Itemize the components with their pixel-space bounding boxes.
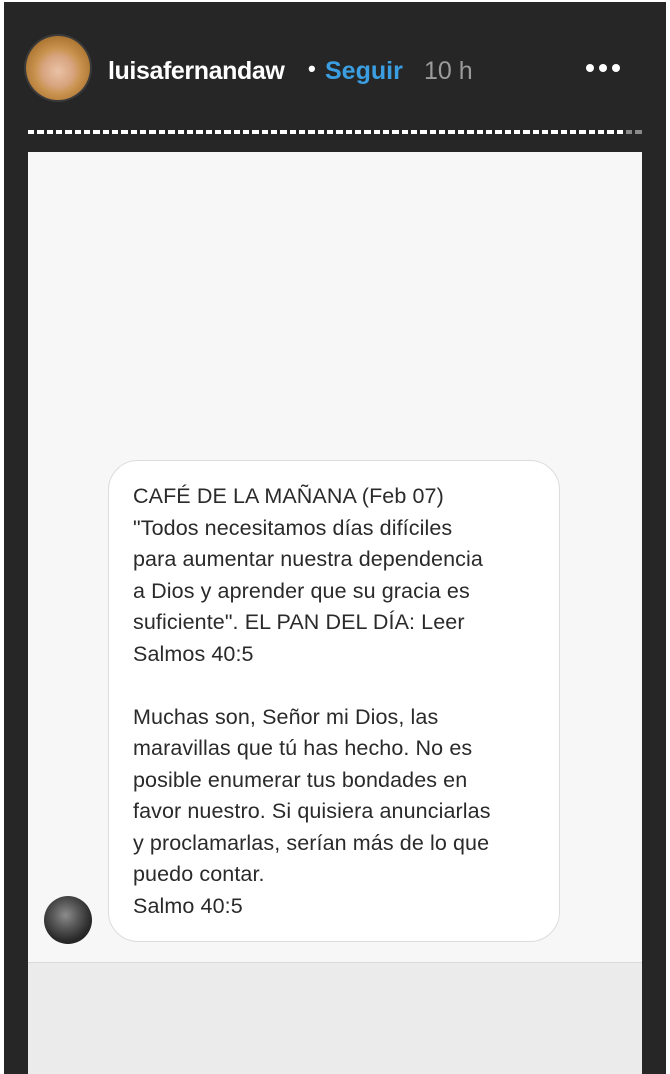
progress-segment — [355, 130, 361, 134]
progress-segment — [37, 130, 43, 134]
progress-segment — [206, 130, 212, 134]
progress-segment-current — [626, 130, 632, 134]
progress-segment — [112, 130, 118, 134]
follow-button[interactable]: Seguir — [325, 57, 403, 85]
progress-segment — [178, 130, 184, 134]
progress-segment — [392, 130, 398, 134]
more-options-icon[interactable] — [580, 50, 626, 86]
progress-segment — [168, 130, 174, 134]
progress-segment — [589, 130, 595, 134]
progress-segment — [598, 130, 604, 134]
progress-segment — [243, 130, 249, 134]
progress-segment — [383, 130, 389, 134]
progress-segment — [607, 130, 613, 134]
paragraph-gap — [133, 670, 553, 702]
progress-segment — [430, 130, 436, 134]
progress-segment — [159, 130, 165, 134]
separator-dot: • — [308, 56, 316, 81]
message-text — [133, 481, 553, 922]
progress-segment — [140, 130, 146, 134]
progress-segment — [467, 130, 473, 134]
progress-segment — [327, 130, 333, 134]
progress-segment — [336, 130, 342, 134]
progress-segment — [103, 130, 109, 134]
progress-segment — [28, 130, 34, 134]
progress-segment — [93, 130, 99, 134]
more-dot — [586, 64, 594, 72]
story-viewer — [4, 2, 666, 1074]
story-header — [4, 30, 666, 110]
progress-segment — [149, 130, 155, 134]
progress-segment — [252, 130, 258, 134]
progress-segment — [411, 130, 417, 134]
progress-segment — [551, 130, 557, 134]
message-line: maravillas que tú has hecho. No es — [133, 736, 473, 760]
progress-segment — [458, 130, 464, 134]
progress-segment — [420, 130, 426, 134]
progress-segment — [486, 130, 492, 134]
user-avatar[interactable] — [26, 36, 90, 100]
progress-segment — [234, 130, 240, 134]
progress-segment-current — [635, 130, 641, 134]
progress-segment — [364, 130, 370, 134]
progress-segment — [374, 130, 380, 134]
progress-segment — [439, 130, 445, 134]
message-line: favor nuestro. Si quisiera anunciarlas — [133, 799, 491, 823]
progress-segment — [84, 130, 90, 134]
story-content[interactable] — [28, 152, 642, 1074]
progress-segment — [65, 130, 71, 134]
message-line: Muchas son, Señor mi Dios, las — [133, 704, 439, 729]
message-bubble — [108, 460, 560, 942]
progress-segment — [495, 130, 501, 134]
progress-segment — [542, 130, 548, 134]
progress-segment — [196, 130, 202, 134]
progress-segment — [280, 130, 286, 134]
story-progress-bar — [28, 130, 642, 136]
progress-segment — [346, 130, 352, 134]
progress-segment — [299, 130, 305, 134]
progress-segment — [271, 130, 277, 134]
message-line: posible enumerar tus bondades en — [133, 767, 468, 792]
progress-segment — [402, 130, 408, 134]
progress-segment — [121, 130, 127, 134]
message-line: para aumentar nuestra dependencia — [133, 547, 483, 571]
progress-segment — [75, 130, 81, 134]
progress-segment — [318, 130, 324, 134]
sender-avatar — [44, 896, 92, 944]
message-line: Salmo 40:5 — [133, 893, 243, 918]
message-line: a Dios y aprender que su gracia es — [133, 578, 470, 603]
message-line: CAFÉ DE LA MAÑANA (Feb 07) — [133, 484, 444, 508]
progress-segment — [477, 130, 483, 134]
post-time: 10 h — [424, 57, 473, 85]
username[interactable]: luisafernandaw — [108, 57, 285, 85]
progress-segment — [514, 130, 520, 134]
progress-segment — [448, 130, 454, 134]
message-line: puedo contar. — [133, 862, 265, 886]
message-line: y proclamarlas, serían más de lo que — [133, 830, 490, 855]
more-dot — [599, 64, 607, 72]
progress-segment — [187, 130, 193, 134]
progress-segment — [215, 130, 221, 134]
progress-segment — [262, 130, 268, 134]
progress-segment — [570, 130, 576, 134]
progress-segment — [579, 130, 585, 134]
progress-segment — [561, 130, 567, 134]
progress-segment — [308, 130, 314, 134]
message-line: "Todos necesitamos días difíciles — [133, 515, 453, 540]
progress-segment — [56, 130, 62, 134]
progress-segment — [533, 130, 539, 134]
progress-segment — [224, 130, 230, 134]
message-line: suficiente". EL PAN DEL DÍA: Leer — [133, 610, 465, 634]
progress-segment — [47, 130, 53, 134]
progress-segment — [617, 130, 623, 134]
progress-segment — [131, 130, 137, 134]
progress-segment — [505, 130, 511, 134]
message-line: Salmos 40:5 — [133, 641, 254, 666]
progress-segment — [290, 130, 296, 134]
story-bottom-area — [28, 962, 642, 1074]
more-dot — [612, 64, 620, 72]
progress-segment — [523, 130, 529, 134]
